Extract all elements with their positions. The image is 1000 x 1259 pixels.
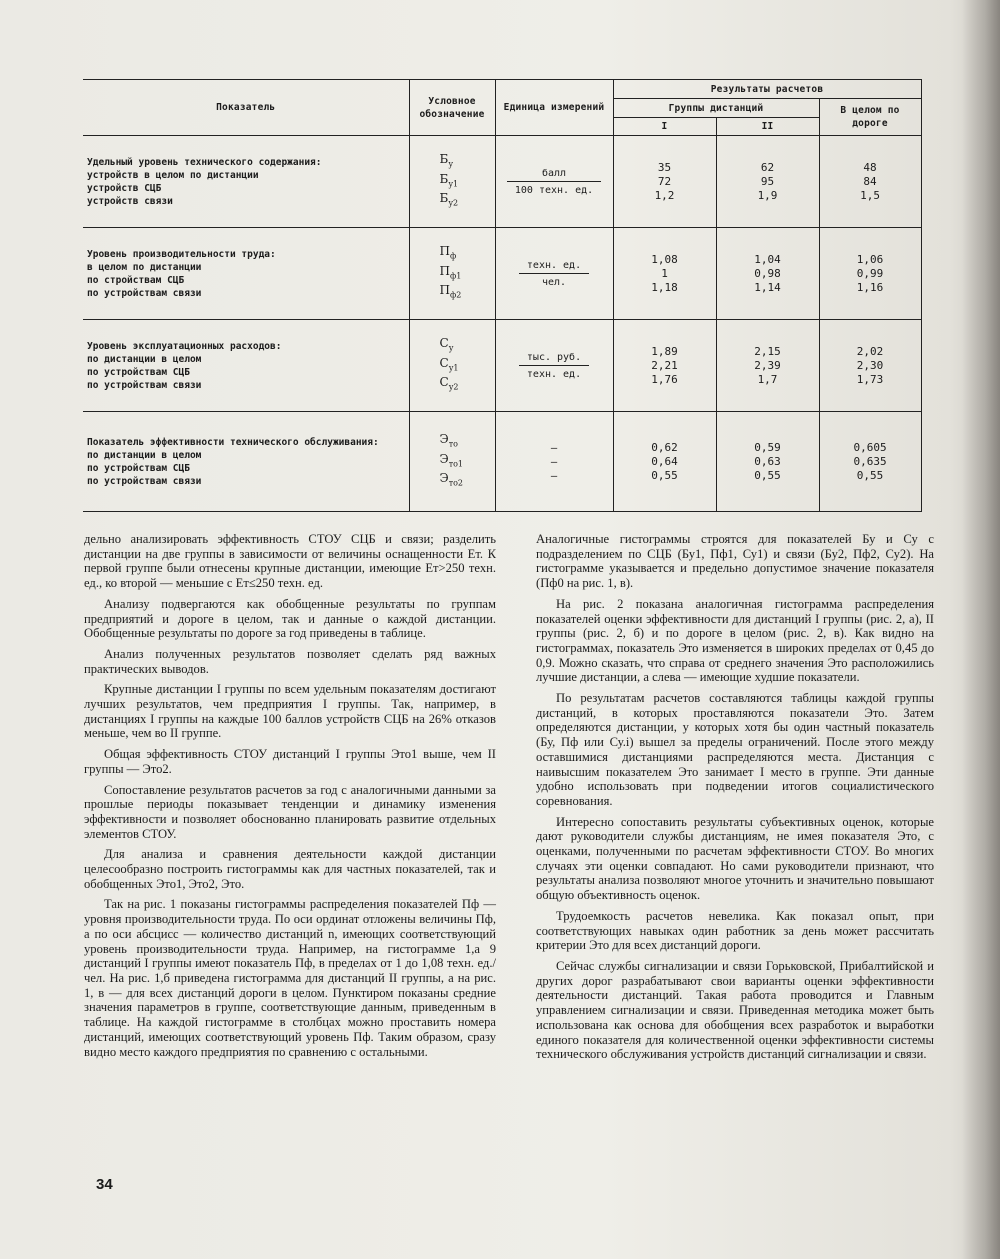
- symbol: [414, 432, 491, 451]
- value-cell-g2: [716, 228, 819, 320]
- unit-fraction: [519, 351, 589, 381]
- value: 2,21: [651, 358, 678, 372]
- value-cell-road: [819, 136, 921, 228]
- paragraph: Анализ полученных результатов позволяет сделать ряд важных практических выводов.: [84, 646, 496, 676]
- value: 1,5: [860, 188, 880, 202]
- symbol: [414, 452, 491, 471]
- value: 0,98: [754, 266, 781, 280]
- symbol-subscript: у2: [448, 198, 459, 208]
- value: 2,39: [754, 358, 781, 372]
- symbol: [414, 336, 491, 355]
- value-cell-road: [819, 228, 921, 320]
- indicator-cell: [83, 228, 409, 320]
- value: 0,635: [853, 454, 887, 468]
- value: 0,55: [856, 468, 884, 482]
- indicator-line: в целом по дистанции: [87, 261, 202, 273]
- table-section-row: [83, 228, 921, 320]
- symbol: [414, 264, 491, 283]
- value-cell-g2: [716, 136, 819, 228]
- unit-cell: [495, 136, 613, 228]
- paragraph: Аналогичные гистограммы строятся для показателей Бу и Су с подразделением по СЦБ (Бу1, Пф1, Су1) и связи (Бу2, Пф2, Су2). На гистограмме указывается и предельно допустимое значение показателя (Пф0 на рис. 1, в).: [536, 532, 934, 591]
- left-text-column: [84, 532, 496, 1065]
- paragraph: Так на рис. 1 показаны гистограммы распределения показателей Пф — уровня производительности труда. По оси ординат отложены величины Пф, а по оси абсцисс — количество дистанций n, имеющих соответствующий уровень производительности труда. Например, на гистограмме 1,а 9 дистанций I группы имеют показатель Пф, в пределах от 1 до 1,08 техн. ед./чел. На рис. 1,б приведена гистограмма для дистанций II группы, а на рис. 1, в — для всех дистанций дороги в целом. Пунктиром показаны средние значения параметров в группе, соответствующие данным, приведенным в таблице. На каждой гистограмме в столбцах можно проставить номера дистанций, имеющих соответствующий уровень Пф. Таким образом, сразу видно место каждого предприятия по сравнению с остальными.: [84, 897, 496, 1059]
- unit-cell: [495, 228, 613, 320]
- indicator-line: по дистанции в целом: [87, 353, 202, 365]
- indicator-line: по устройствам связи: [87, 379, 202, 391]
- value-cell-g1: [613, 412, 716, 512]
- symbol: [414, 471, 491, 490]
- symbol-base: П: [439, 244, 450, 259]
- paragraph: Анализу подвергаются как обобщенные результаты по группам предприятий и дороге в целом, так и данные о каждой дистанции. Обобщенные результаты по дороге за год приведены в таблице.: [84, 596, 496, 641]
- symbol-subscript: ф1: [449, 271, 462, 281]
- symbol-cell: [409, 412, 495, 512]
- value: 1,73: [856, 372, 884, 386]
- symbol-cell: [409, 136, 495, 228]
- value: 0,64: [651, 454, 678, 468]
- value: 0,63: [754, 454, 781, 468]
- unit-numerator: тыс. руб.: [519, 351, 589, 366]
- symbol-subscript: у: [448, 159, 454, 169]
- symbol-subscript: у1: [448, 179, 459, 189]
- paragraph: По результатам расчетов составляются таблицы каждой группы дистанций, в которых проставляются показатели Это. Затем определяются дистанции, у которых хотя бы один частный показатель (Бу, Пф или Су.i) вышел за пределы ограничений. После этого между оставшимися дистанциями распределяются места. Дистанция с наивысшим показателем Это занимает I место в группе. Эти данные удобно использовать при подведении итогов социалистического соревнования.: [536, 691, 934, 808]
- symbol-base: Б: [439, 171, 449, 186]
- header-road: В целом по дороге: [819, 99, 921, 136]
- unit-fraction: [507, 167, 601, 197]
- symbol-subscript: у2: [448, 382, 459, 392]
- indicator-title: Удельный уровень технического содержания:: [87, 156, 322, 168]
- value: 1,14: [754, 280, 781, 294]
- page-number: 34: [96, 1176, 113, 1193]
- value: 1,18: [651, 280, 678, 294]
- value: 2,15: [754, 344, 781, 358]
- unit-denominator: техн. ед.: [526, 368, 582, 380]
- right-text-column: [536, 532, 934, 1068]
- header-group-1: I: [613, 118, 716, 136]
- symbol-base: С: [439, 336, 449, 351]
- value: 2,30: [856, 358, 884, 372]
- indicator-line: устройств связи: [87, 195, 173, 207]
- symbol-subscript: то2: [448, 478, 464, 488]
- unit-dash: —: [550, 455, 558, 468]
- header-unit: Единица измерений: [495, 80, 613, 136]
- symbol-subscript: у: [448, 343, 454, 353]
- indicator-line: по устройствам СЦБ: [87, 366, 190, 378]
- paragraph: На рис. 2 показана аналогичная гистограмма распределения показателей оценки эффективности для дистанций I группы (рис. 2, а), II группы (рис. 2, б) и по дороге в целом (рис. 2, в). Как видно на гистограммах, показатель Это изменяется в широких пределах от 0,45 до 0,9. Можно сказать, что справа от среднего значения Это расположились лучшие дистанции, а слева — имеющие худшие показатели.: [536, 596, 934, 685]
- paragraph: Общая эффективность СТОУ дистанций I группы Это1 выше, чем II группы — Это2.: [84, 747, 496, 776]
- value-cell-g1: [613, 228, 716, 320]
- indicator-cell: [83, 320, 409, 412]
- value: 84: [863, 174, 877, 188]
- table-section-row: [83, 320, 921, 412]
- unit-denominator: чел.: [541, 276, 567, 288]
- paragraph: Трудоемкость расчетов невелика. Как показал опыт, при соответствующих навыках один работник за день может рассчитать критерии Это для всех дистанций дороги.: [536, 908, 934, 953]
- table-section-row: [83, 412, 921, 512]
- header-groups: Группы дистанций: [613, 99, 819, 118]
- indicator-title: Уровень производительности труда:: [87, 248, 276, 260]
- symbol-base: С: [439, 375, 449, 390]
- indicator-title: Показатель эффективности технического обслуживания:: [87, 436, 379, 448]
- symbol: [414, 152, 491, 171]
- value: 0,55: [754, 468, 781, 482]
- indicator-line: устройств в целом по дистанции: [87, 169, 259, 181]
- symbol-cell: [409, 228, 495, 320]
- value-cell-g2: [716, 412, 819, 512]
- value: 72: [657, 174, 672, 188]
- value: 1,2: [654, 188, 675, 202]
- value: 1: [661, 266, 668, 280]
- value: 1,04: [754, 252, 781, 266]
- symbol-subscript: то1: [448, 459, 464, 469]
- symbol-subscript: ф: [449, 251, 457, 261]
- value: 0,59: [754, 440, 781, 454]
- symbol-base: Б: [439, 152, 449, 167]
- value: 1,7: [757, 372, 778, 386]
- indicator-cell: [83, 136, 409, 228]
- value-cell-g2: [716, 320, 819, 412]
- paragraph: Сейчас службы сигнализации и связи Горьковской, Прибалтийской и других дорог разрабатывают свои варианты оценки эффективности деятельности дистанций. Такая работа проводится и Главным управлением сигнализации и связи. Приведенная методика может быть использована как основа для обобщения всех разработок и выработки единого показателя для количественной оценки эффективности системы технического обслуживания устройств дистанций сигнализации и связи.: [536, 958, 934, 1062]
- results-table: [83, 79, 922, 512]
- symbol-subscript: ф2: [449, 290, 462, 300]
- paragraph: Крупные дистанции I группы по всем удельным показателям достигают лучших результатов, чем предприятия I группы. Так, например, в дистанциях I группы на каждые 100 баллов устройств СЦБ на 26% отказов меньше, чем во II группе.: [84, 682, 496, 741]
- value-cell-g1: [613, 320, 716, 412]
- value-cell-g1: [613, 136, 716, 228]
- indicator-line: по устройствам связи: [87, 475, 202, 487]
- symbol-base: Э: [439, 432, 449, 447]
- value: 0,55: [651, 468, 678, 482]
- value-cell-road: [819, 412, 921, 512]
- header-symbol: Условное обозначение: [409, 80, 495, 136]
- paragraph: Интересно сопоставить результаты субъективных оценок, которые дают руководители службы дистанциям, не имея показателя Это, с оценками, полученными по расчетам эффективности СТОУ. Во многих случаях эти оценки совпадают. Но сами руководители признают, что результаты анализа позволяют многое уточнить и значительно повышают общую объективность оценок.: [536, 814, 934, 903]
- value: 1,08: [651, 252, 678, 266]
- table-section-row: [83, 136, 921, 228]
- indicator-line: по устройствам связи: [87, 287, 202, 299]
- unit-numerator: балл: [507, 167, 601, 182]
- page-spine-shadow: [962, 0, 1000, 1259]
- value-cell-road: [819, 320, 921, 412]
- value: 0,62: [651, 440, 678, 454]
- unit-fraction: [519, 259, 589, 289]
- symbol-base: С: [439, 355, 449, 370]
- value: 1,89: [651, 344, 678, 358]
- unit-dash: —: [550, 441, 558, 454]
- symbol: [414, 244, 491, 263]
- indicator-line: по устройствам СЦБ: [87, 462, 190, 474]
- symbol-base: П: [439, 263, 450, 278]
- symbol: [414, 283, 491, 302]
- value: 95: [760, 174, 775, 188]
- symbol-base: Э: [439, 451, 449, 466]
- indicator-line: по стройствам СЦБ: [87, 274, 185, 286]
- value: 1,9: [757, 188, 778, 202]
- paragraph: Для анализа и сравнения деятельности каждой дистанции целесообразно построить гистограммы как для частных показателей, так и обобщенных Это1, Это2, Это.: [84, 847, 496, 891]
- value: 1,16: [856, 280, 884, 294]
- paragraph: Сопоставление результатов расчетов за год с аналогичными данными за прошлые периоды показывает тенденции и динамику изменения эффективности и позволяет обоснованно планировать развитие отдельных элементов СТОУ.: [84, 782, 496, 841]
- unit-numerator: техн. ед.: [519, 259, 589, 274]
- value: 1,76: [651, 372, 678, 386]
- indicator-title: Уровень эксплуатационных расходов:: [87, 340, 282, 352]
- value: 2,02: [856, 344, 884, 358]
- symbol-base: П: [439, 283, 450, 298]
- symbol-subscript: у1: [448, 363, 459, 373]
- header-indicator: Показатель: [83, 80, 409, 136]
- unit-dash: —: [550, 469, 558, 482]
- symbol-base: Э: [439, 471, 449, 486]
- indicator-line: устройств СЦБ: [87, 182, 162, 194]
- unit-cell: [495, 320, 613, 412]
- symbol: [414, 172, 491, 191]
- indicator-cell: [83, 412, 409, 512]
- unit-denominator: 100 техн. ед.: [514, 184, 594, 196]
- value: 48: [863, 160, 877, 174]
- value: 35: [657, 160, 672, 174]
- symbol: [414, 191, 491, 210]
- value: 0,99: [856, 266, 884, 280]
- indicator-line: по дистанции в целом: [87, 449, 202, 461]
- table-body: [83, 136, 921, 512]
- symbol-cell: [409, 320, 495, 412]
- symbol: [414, 356, 491, 375]
- symbol-base: Б: [439, 191, 449, 206]
- header-group-2: II: [716, 118, 819, 136]
- value: 62: [760, 160, 775, 174]
- symbol: [414, 375, 491, 394]
- header-results: Результаты расчетов: [613, 80, 921, 99]
- unit-cell: [495, 412, 613, 512]
- value: 1,06: [856, 252, 884, 266]
- symbol-subscript: то: [448, 439, 458, 449]
- paragraph: дельно анализировать эффективность СТОУ СЦБ и связи; разделить дистанции на две группы в зависимости от величины оснащенности Ет. К первой группе были отнесены крупные дистанции, имеющие Ет>250 техн. ед., ко второй — меньшие с Ет≤250 техн. ед.: [84, 532, 496, 591]
- value: 0,605: [853, 440, 887, 454]
